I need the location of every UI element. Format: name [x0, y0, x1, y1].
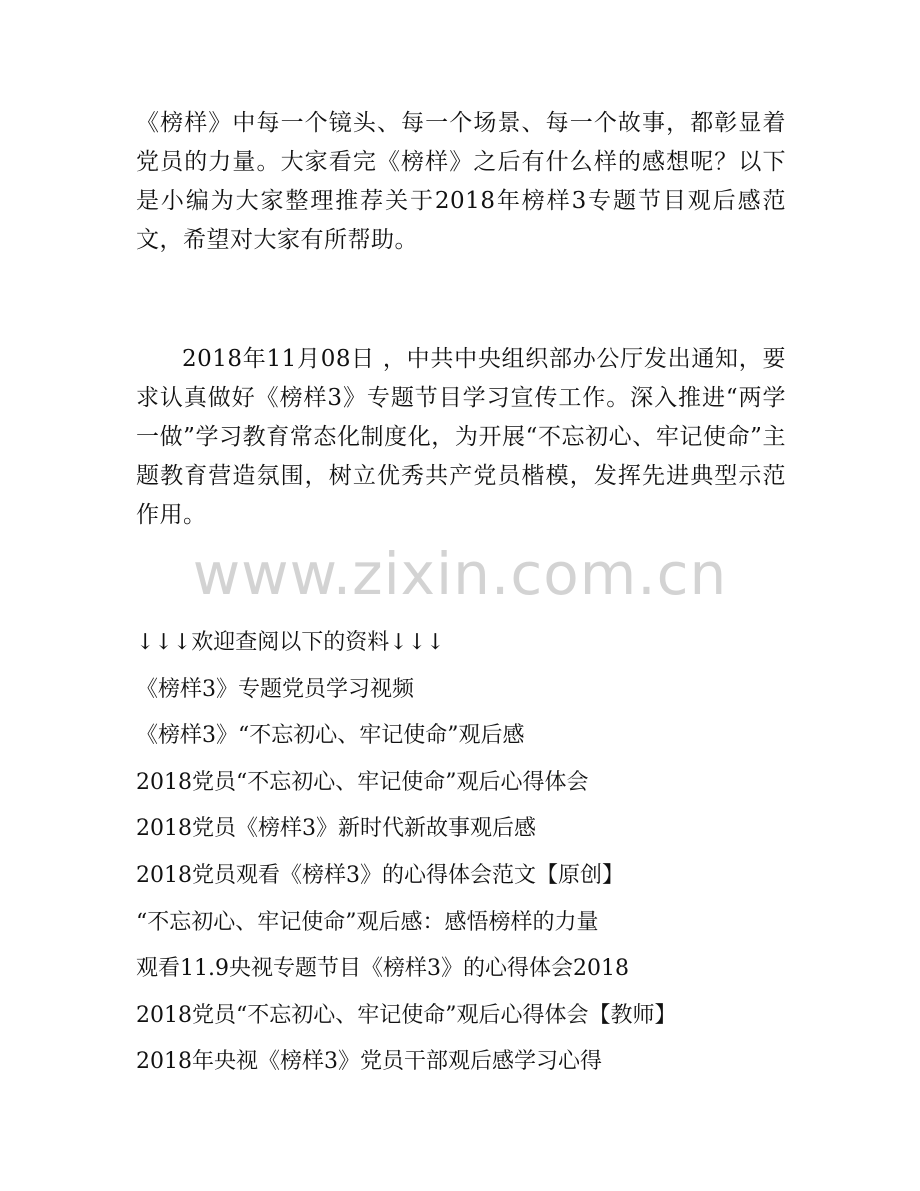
- related-link[interactable]: 《榜样3》“不忘初心、牢记使命”观后感: [136, 723, 525, 749]
- related-links-list: [136, 620, 786, 1086]
- links-heading: ↓↓↓欢迎查阅以下的资料↓↓↓: [136, 630, 445, 655]
- related-link[interactable]: 《榜样3》专题党员学习视频: [136, 676, 414, 702]
- related-link[interactable]: 2018党员“不忘初心、牢记使命”观后心得体会: [136, 769, 589, 795]
- related-link[interactable]: 2018党员“不忘初心、牢记使命”观后心得体会【教师】: [136, 1002, 677, 1028]
- watermark: www.zixin.com.cn: [192, 540, 728, 608]
- related-link[interactable]: 2018年央视《榜样3》党员干部观后感学习心得: [136, 1049, 602, 1075]
- related-link[interactable]: 观看11.9央视专题节目《榜样3》的心得体会2018: [136, 956, 629, 982]
- notice-paragraph: 2018年11月08日 ，中共中央组织部办公厅发出通知，要求认真做好《榜样3》专题节目学习宣传工作。深入推进“两学一做”学习教育常态化制度化，为开展“不忘初心、牢记使命”主题教育营造氛围，树立优秀共产党员楷模，发挥先进典型示范作用。: [136, 346, 786, 528]
- related-link[interactable]: 2018党员观看《榜样3》的心得体会范文【原创】: [136, 862, 624, 888]
- related-link[interactable]: “不忘初心、牢记使命”观后感：感悟榜样的力量: [136, 909, 599, 935]
- related-link[interactable]: 2018党员《榜样3》新时代新故事观后感: [136, 816, 536, 842]
- intro-paragraph: 《榜样》中每一个镜头、每一个场景、每一个故事，都彰显着党员的力量。大家看完《榜样》之后有什么样的感想呢？以下是小编为大家整理推荐关于2018年榜样3专题节目观后感范文，希望对大家有所帮助。: [136, 110, 786, 253]
